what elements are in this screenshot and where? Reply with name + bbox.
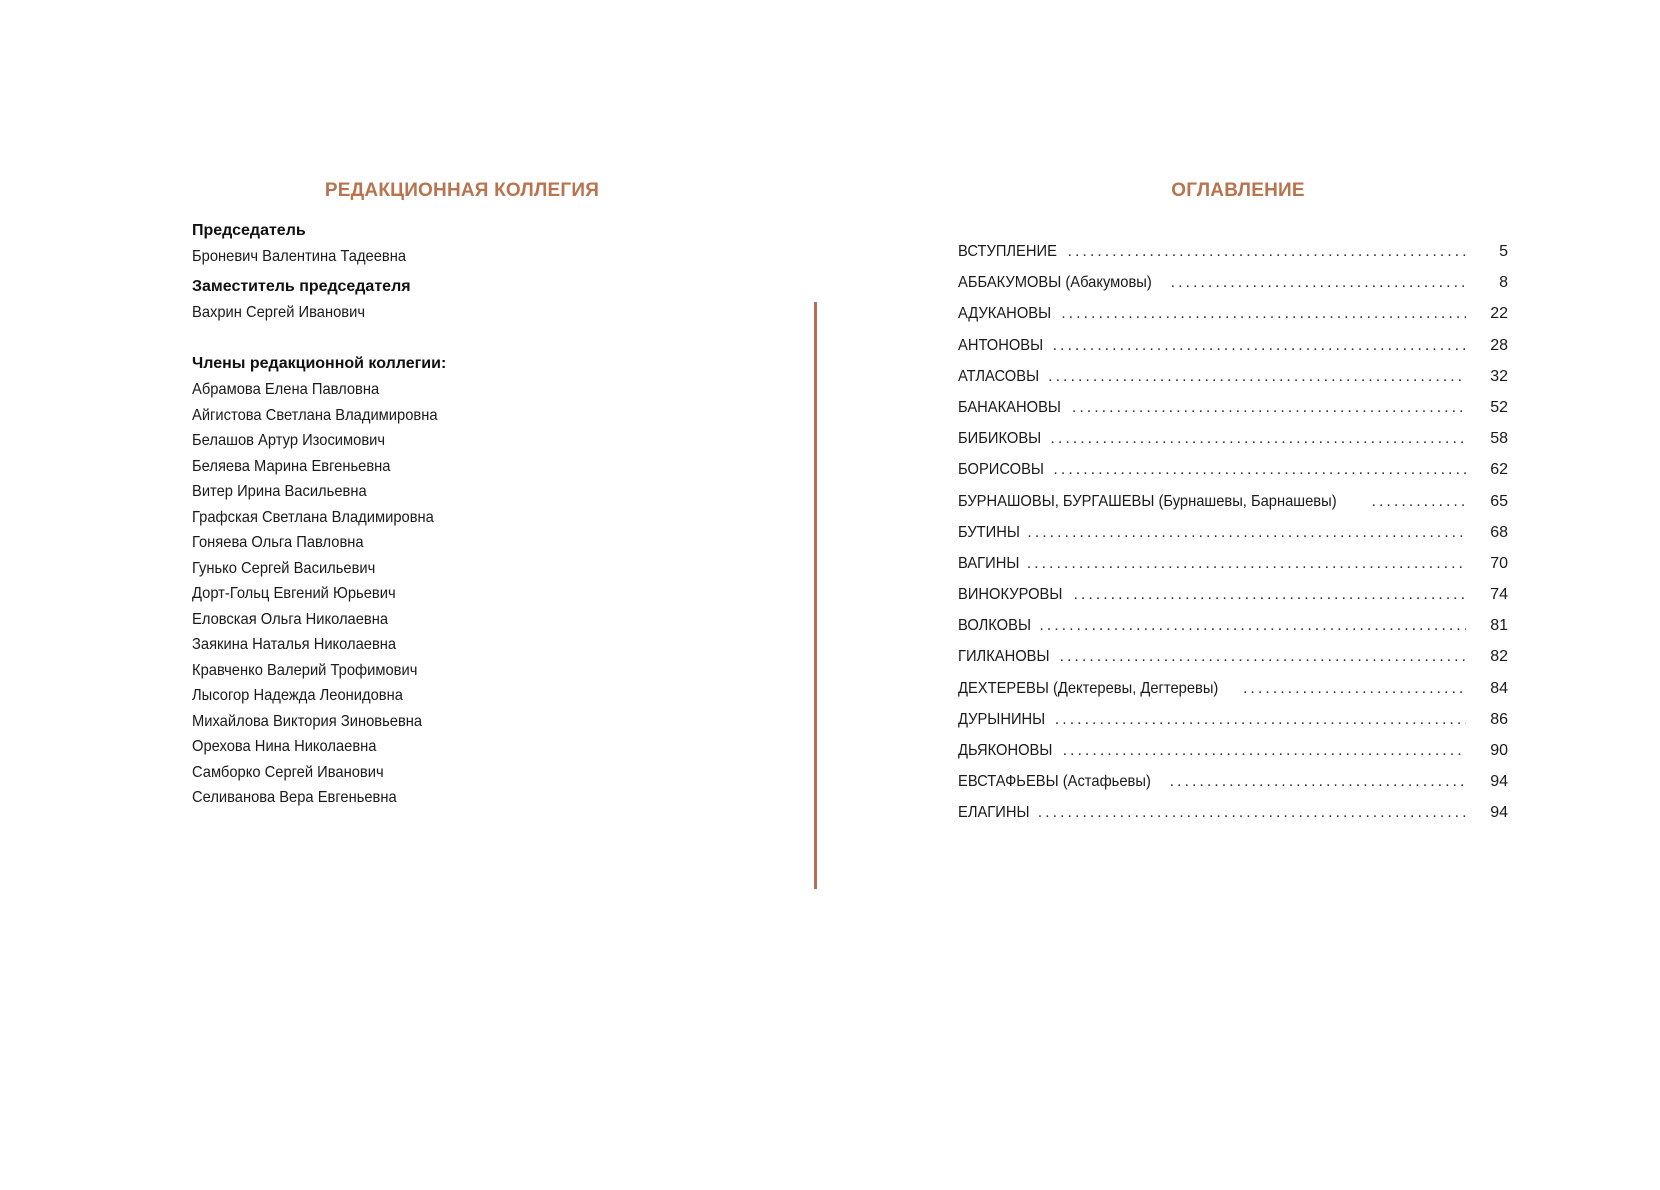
member-name: Заякина Наталья Николаевна — [192, 636, 397, 653]
members-list — [192, 377, 712, 811]
member-name: Витер Ирина Васильевна — [192, 483, 367, 500]
toc-entry[interactable] — [958, 423, 1508, 454]
toc-leader-dots — [1048, 361, 1466, 392]
toc-entry-page: 94 — [1490, 804, 1508, 822]
toc-entry[interactable] — [958, 267, 1508, 298]
toc-entry-page: 84 — [1490, 679, 1508, 697]
toc-entry[interactable] — [958, 548, 1508, 579]
toc-entry[interactable] — [958, 361, 1508, 392]
toc-leader-dots — [1053, 330, 1466, 361]
toc-leader-dots — [1039, 610, 1466, 641]
toc-entry[interactable] — [958, 392, 1508, 423]
toc-leader-dots — [1068, 236, 1467, 267]
member-name: Самборко Сергей Иванович — [192, 763, 384, 781]
toc-entry-title: ВАГИНЫ — [958, 554, 1020, 572]
toc-entry-page: 82 — [1490, 648, 1508, 666]
toc-leader-dots — [1170, 766, 1466, 797]
toc-entry-title: АДУКАНОВЫ — [958, 305, 1052, 323]
member-name: Гунько Сергей Васильевич — [192, 559, 376, 577]
member-name: Беляева Марина Евгеньевна — [192, 457, 391, 475]
toc-entry-page: 32 — [1490, 367, 1508, 385]
chair-heading: Председатель — [192, 222, 306, 239]
toc-entry-page: 52 — [1490, 398, 1508, 416]
toc-entry[interactable] — [958, 797, 1508, 828]
toc-entry-title: БОРИСОВЫ — [958, 461, 1044, 479]
toc-entry[interactable] — [958, 330, 1508, 361]
toc-leader-dots — [1171, 267, 1466, 298]
chair-name: Броневич Валентина Тадеевна — [192, 248, 407, 265]
toc-leader-dots — [1372, 486, 1466, 517]
toc-leader-dots — [1060, 641, 1467, 672]
toc-entry-title: ГИЛКАНОВЫ — [958, 648, 1050, 666]
toc-entry[interactable] — [958, 454, 1508, 485]
member-name: Белашов Артур Изосимович — [192, 432, 386, 449]
member-name: Селиванова Вера Евгеньевна — [192, 789, 397, 806]
toc-entry-title: ВОЛКОВЫ — [958, 617, 1031, 635]
member-name: Дорт-Гольц Евгений Юрьевич — [192, 585, 396, 602]
toc-entry-page: 58 — [1490, 430, 1508, 448]
page-divider — [814, 302, 817, 889]
member-name: Айгистова Светлана Владимировна — [192, 406, 438, 424]
toc-entry-page: 81 — [1490, 617, 1508, 635]
toc-leader-dots — [1055, 704, 1466, 735]
toc-entry[interactable] — [958, 766, 1508, 797]
toc-entry[interactable] — [958, 735, 1508, 766]
toc-entry-title: ЕВСТАФЬЕВЫ (Астафьевы) — [958, 773, 1151, 791]
toc-leader-dots — [1243, 673, 1466, 704]
toc-entry-page: 90 — [1490, 742, 1508, 759]
editorial-board-list — [192, 218, 712, 811]
toc-entry-title: ДЬЯКОНОВЫ — [958, 742, 1053, 759]
toc-entry-title: ВИНОКУРОВЫ — [958, 586, 1063, 604]
toc-entry-page: 5 — [1499, 243, 1508, 260]
toc-entry-page: 94 — [1490, 773, 1508, 791]
toc-entry-page: 28 — [1490, 336, 1508, 354]
toc-leader-dots — [1038, 797, 1466, 828]
toc-entry-title: АНТОНОВЫ — [958, 336, 1044, 354]
toc-entry[interactable] — [958, 579, 1508, 610]
member-name: Графская Светлана Владимировна — [192, 508, 434, 526]
toc-entry-title: ВСТУПЛЕНИЕ — [958, 243, 1057, 260]
toc-entry-title: АББАКУМОВЫ (Абакумовы) — [958, 274, 1152, 292]
toc-leader-dots — [1072, 392, 1466, 423]
toc-leader-dots — [1027, 517, 1466, 548]
deputy-name: Вахрин Сергей Иванович — [192, 303, 365, 321]
toc-entry[interactable] — [958, 486, 1508, 517]
toc-entry-title: БУРНАШОВЫ, БУРГАШЕВЫ (Бурнашевы, Барнашевы) — [958, 492, 1337, 510]
member-name: Лысогор Надежда Леонидовна — [192, 687, 403, 704]
toc-entry[interactable] — [958, 641, 1508, 672]
toc-entry-title: ДЕХТЕРЕВЫ (Дектеревы, Дегтеревы) — [958, 679, 1219, 697]
toc-entry-title: АТЛАСОВЫ — [958, 367, 1040, 385]
member-name: Абрамова Елена Павловна — [192, 381, 380, 398]
members-heading: Члены редакционной коллегии: — [192, 355, 447, 372]
toc-entry-title: ДУРЫНИНЫ — [958, 710, 1046, 728]
toc-leader-dots — [1027, 548, 1466, 579]
toc-entry-page: 70 — [1490, 554, 1508, 572]
member-name: Еловская Ольга Николаевна — [192, 610, 389, 628]
toc-entry[interactable] — [958, 517, 1508, 548]
member-name: Кравченко Валерий Трофимович — [192, 661, 418, 679]
toc-entry[interactable] — [958, 610, 1508, 641]
toc-entry-page: 8 — [1499, 274, 1508, 292]
toc-entry-page: 62 — [1490, 461, 1508, 479]
toc-entry[interactable] — [958, 236, 1508, 267]
toc-leader-dots — [1050, 423, 1466, 454]
toc-entry-page: 86 — [1490, 710, 1508, 728]
toc-entry[interactable] — [958, 673, 1508, 704]
member-name: Орехова Нина Николаевна — [192, 738, 377, 755]
toc-entry-title: БАНАКАНОВЫ — [958, 398, 1061, 416]
toc-entry-page: 65 — [1490, 492, 1508, 510]
toc-entry[interactable] — [958, 704, 1508, 735]
toc-title: ОГЛАВЛЕНИЕ — [1171, 180, 1305, 201]
editorial-board-title: РЕДАКЦИОННАЯ КОЛЛЕГИЯ — [324, 180, 600, 201]
toc-entry-title: БИБИКОВЫ — [958, 430, 1042, 448]
toc-entry-page: 22 — [1490, 305, 1508, 323]
member-name: Михайлова Виктория Зиновьевна — [192, 712, 423, 730]
toc-entry-page: 68 — [1490, 523, 1508, 541]
toc-leader-dots — [1073, 579, 1466, 610]
toc-list — [958, 236, 1508, 829]
toc-leader-dots — [1063, 735, 1466, 766]
toc-leader-dots — [1053, 454, 1466, 485]
toc-entry-page: 74 — [1490, 586, 1508, 604]
toc-leader-dots — [1061, 298, 1466, 329]
toc-entry-title: ЕЛАГИНЫ — [958, 804, 1030, 822]
toc-entry-title: БУТИНЫ — [958, 523, 1020, 541]
toc-entry[interactable] — [958, 298, 1508, 329]
deputy-heading: Заместитель председателя — [192, 277, 411, 295]
member-name: Гоняева Ольга Павловна — [192, 534, 364, 551]
